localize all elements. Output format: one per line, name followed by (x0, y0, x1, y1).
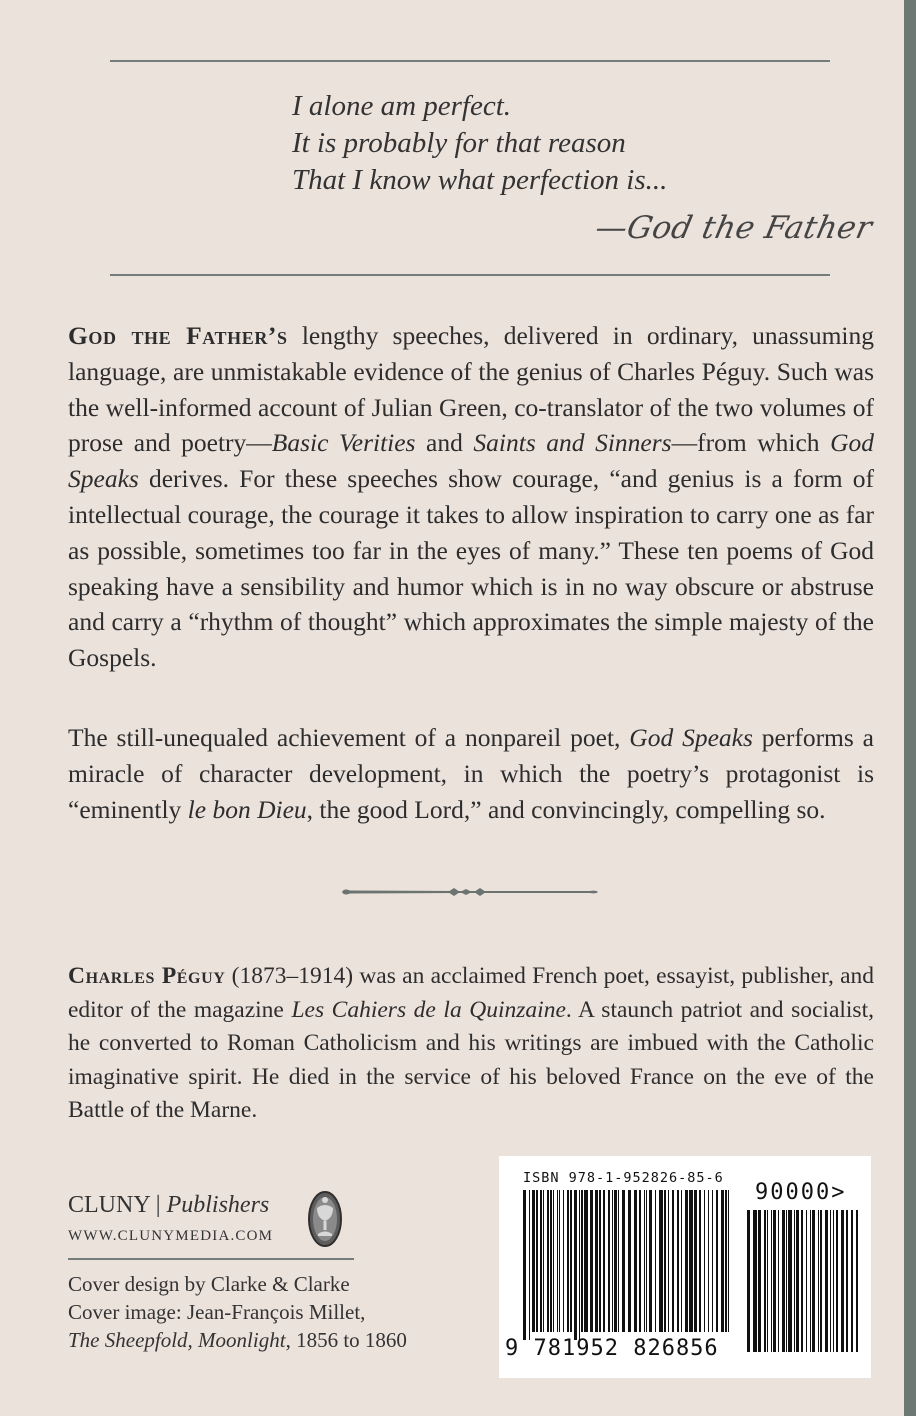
quote-line: That I know what perfection is... (292, 164, 668, 196)
epigraph-quote (292, 88, 852, 199)
spine-edge (904, 0, 916, 1416)
publisher-name (68, 1192, 269, 1219)
bio-text: . A staunch patriot and socialist, he converted to Roman Catholicism and his writings are imbued with the Catholic imaginative spirit. He died in the service of his beloved France on the eve of the Battle of the Marne. (68, 996, 874, 1123)
description-text: derives. For these speeches show courage, “and genius is a form of intellectual courage, the courage it takes to allow inspiration to carry one as far as possible, sometimes too far in the eyes of many.” These ten poems of God speaking have a sensibility and humor which is in no way obscure or abstruse and carry a “rhythm of thought” which approximates the simple majesty of the Gospels. (68, 464, 874, 673)
book-title: God Speaks (629, 723, 753, 752)
cover-image-credit: Cover image: Jean-François Millet, (68, 1300, 366, 1324)
description-paragraph-1 (68, 318, 874, 676)
chalice-seal-icon (308, 1190, 342, 1248)
publisher-separator: | (149, 1192, 167, 1218)
description-text: and (415, 428, 474, 458)
description-text: lengthy speeches, delivered in ordinary, unassuming language, are unmistakable evidence of the genius of Charles Péguy. Such was the well-informed account of Julian Green, co-translator of the two volumes of prose and poetry— (68, 321, 875, 458)
description-lead: God the Father’s (68, 321, 288, 350)
french-phrase: le bon Dieu (187, 794, 307, 824)
bottom-rule (110, 274, 830, 276)
book-title: Basic Verities (271, 428, 416, 458)
description-text: performs a miracle of character development, in which the poetry’s protagonist is “eminently (68, 723, 875, 824)
quote-line: It is probably for that reason (292, 127, 626, 159)
top-rule (110, 60, 830, 62)
author-bio (68, 960, 874, 1128)
painting-years: , 1856 to 1860 (285, 1328, 407, 1352)
isbn-label: ISBN 978-1-952826-85-6 (523, 1170, 724, 1186)
author-name: Charles Péguy (68, 963, 226, 989)
cover-credits (68, 1270, 407, 1354)
publisher-brand: CLUNY (68, 1192, 150, 1218)
isbn-digits: 9 781952 826856 (505, 1336, 719, 1361)
description-text: , the good Lord,” and convincingly, compelling so. (306, 794, 826, 824)
publisher-url: WWW.CLUNYMEDIA.COM (68, 1228, 274, 1244)
painting-title: The Sheepfold, Moonlight (68, 1328, 286, 1352)
painting-credit (68, 1326, 407, 1354)
barcode-panel (499, 1156, 871, 1378)
description-paragraph-2 (68, 720, 874, 827)
bio-text: (1873–1914) was an acclaimed French poet, essayist, publisher, and editor of the magazine (68, 963, 875, 1023)
quote-line: I alone am perfect. (292, 90, 512, 122)
cover-design-credit: Cover design by Clarke & Clarke (68, 1272, 350, 1296)
quote-attribution: —God the Father (592, 210, 876, 246)
ornament-divider (340, 880, 600, 904)
publisher-rule (68, 1258, 354, 1260)
price-code: 90000> (755, 1180, 847, 1205)
book-title: Saints and Sinners (473, 428, 672, 458)
magazine-title: Les Cahiers de la Quinzaine (291, 996, 566, 1023)
description-text: The still-unequaled achievement of a nonpareil poet, (68, 723, 630, 752)
description-text: —from which (671, 428, 831, 458)
book-title: God Speaks (68, 428, 874, 494)
publisher-label: Publishers (166, 1192, 270, 1218)
